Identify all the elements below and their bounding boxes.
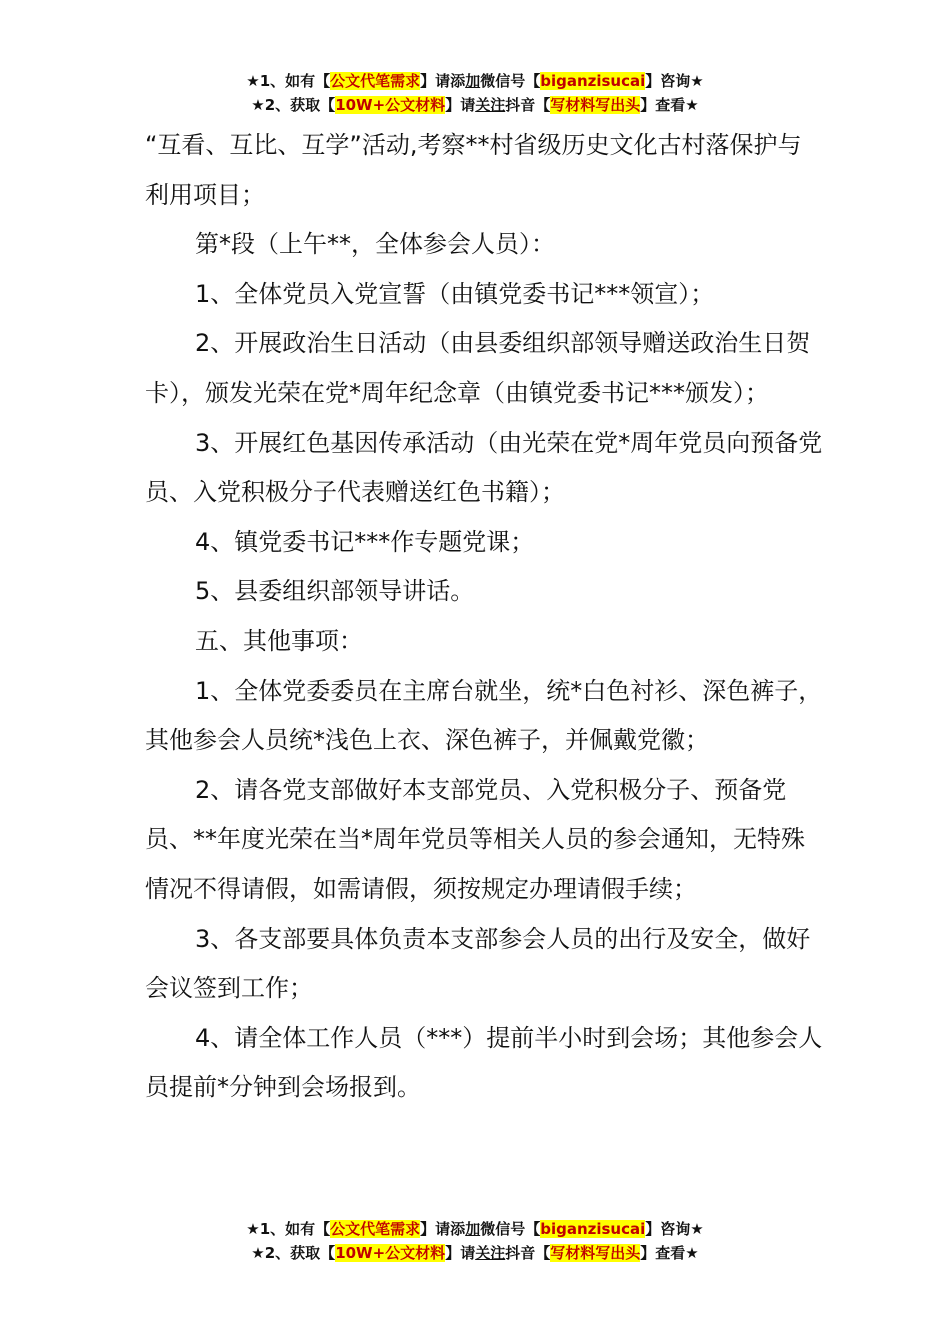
banner-text: 】查看★ [640, 96, 699, 114]
banner-text: 】咨询★ [645, 1220, 704, 1238]
banner-text: ★2、获取【 [251, 96, 336, 114]
document-body [145, 121, 825, 1113]
banner-text: 抖音【 [505, 1244, 551, 1262]
list-item: 3、各支部要具体负责本支部参会人员的出行及安全，做好会议签到工作； [145, 924, 811, 1003]
banner-text: 微信号【 [480, 72, 541, 90]
highlight-douyin-account: 写材料写出头 [550, 96, 641, 114]
banner-text: ★1、如有【 [246, 72, 331, 90]
highlight-wechat-id: biganzisucai [540, 1220, 646, 1238]
banner-text: 抖音【 [505, 96, 551, 114]
highlight-materials: 10W+公文材料 [335, 1244, 446, 1262]
highlight-materials: 10W+公文材料 [335, 96, 446, 114]
paragraph: “互看、互比、互学”活动,考察**村省级历史文化古村落保护与利用项目； [145, 131, 802, 209]
banner-text: 关注 [475, 1244, 506, 1262]
section-heading: 第*段（上午**，全体参会人员）： [195, 230, 555, 259]
section-heading: 五、其他事项： [195, 626, 363, 655]
banner-text: 加 [465, 72, 481, 90]
banner-text: 关注 [475, 96, 506, 114]
banner-line-2 [0, 93, 950, 117]
list-item: 3、开展红色基因传承活动（由光荣在党*周年党员向预备党员、入党积极分子代表赠送红色书籍）； [145, 428, 823, 507]
banner-text: 】请添 [420, 72, 466, 90]
banner-text: 】咨询★ [645, 72, 704, 90]
banner-line-2 [0, 1241, 950, 1265]
banner-text: ★2、获取【 [251, 1244, 336, 1262]
list-item: 1、全体党委委员在主席台就坐，统*白色衬衫、深色裤子，其他参会人员统*浅色上衣、深色裤子，并佩戴党徽； [145, 676, 823, 755]
banner-text: 】请添 [420, 1220, 466, 1238]
banner-text: ★1、如有【 [246, 1220, 331, 1238]
list-item: 2、开展政治生日活动（由县委组织部领导赠送政治生日贺卡），颁发光荣在党*周年纪念章（由镇党委书记***颁发）； [145, 329, 811, 407]
list-item: 1、全体党员入党宣誓（由镇党委书记***领宣）； [195, 279, 715, 308]
list-item: 2、请各党支部做好本支部党员、入党积极分子、预备党员、**年度光荣在当*周年党员等相关人员的参会通知，无特殊情况不得请假，如需请假，须按规定办理请假手续； [145, 775, 805, 903]
list-item: 4、请全体工作人员（***）提前半小时到会场；其他参会人员提前*分钟到会场报到。 [145, 1023, 823, 1102]
banner-text: 加 [465, 1220, 481, 1238]
highlight-service: 公文代笔需求 [330, 1220, 421, 1238]
banner-text: 】请 [445, 1244, 476, 1262]
list-item: 5、县委组织部领导讲话。 [195, 577, 475, 606]
banner-text: 】请 [445, 96, 476, 114]
footer-banner [0, 1217, 950, 1265]
highlight-wechat-id: biganzisucai [540, 72, 646, 90]
banner-line-1 [0, 69, 950, 93]
list-item: 4、镇党委书记***作专题党课； [195, 527, 535, 556]
highlight-service: 公文代笔需求 [330, 72, 421, 90]
banner-line-1 [0, 1217, 950, 1241]
banner-text: 】查看★ [640, 1244, 699, 1262]
highlight-douyin-account: 写材料写出头 [550, 1244, 641, 1262]
header-banner [0, 69, 950, 117]
banner-text: 微信号【 [480, 1220, 541, 1238]
